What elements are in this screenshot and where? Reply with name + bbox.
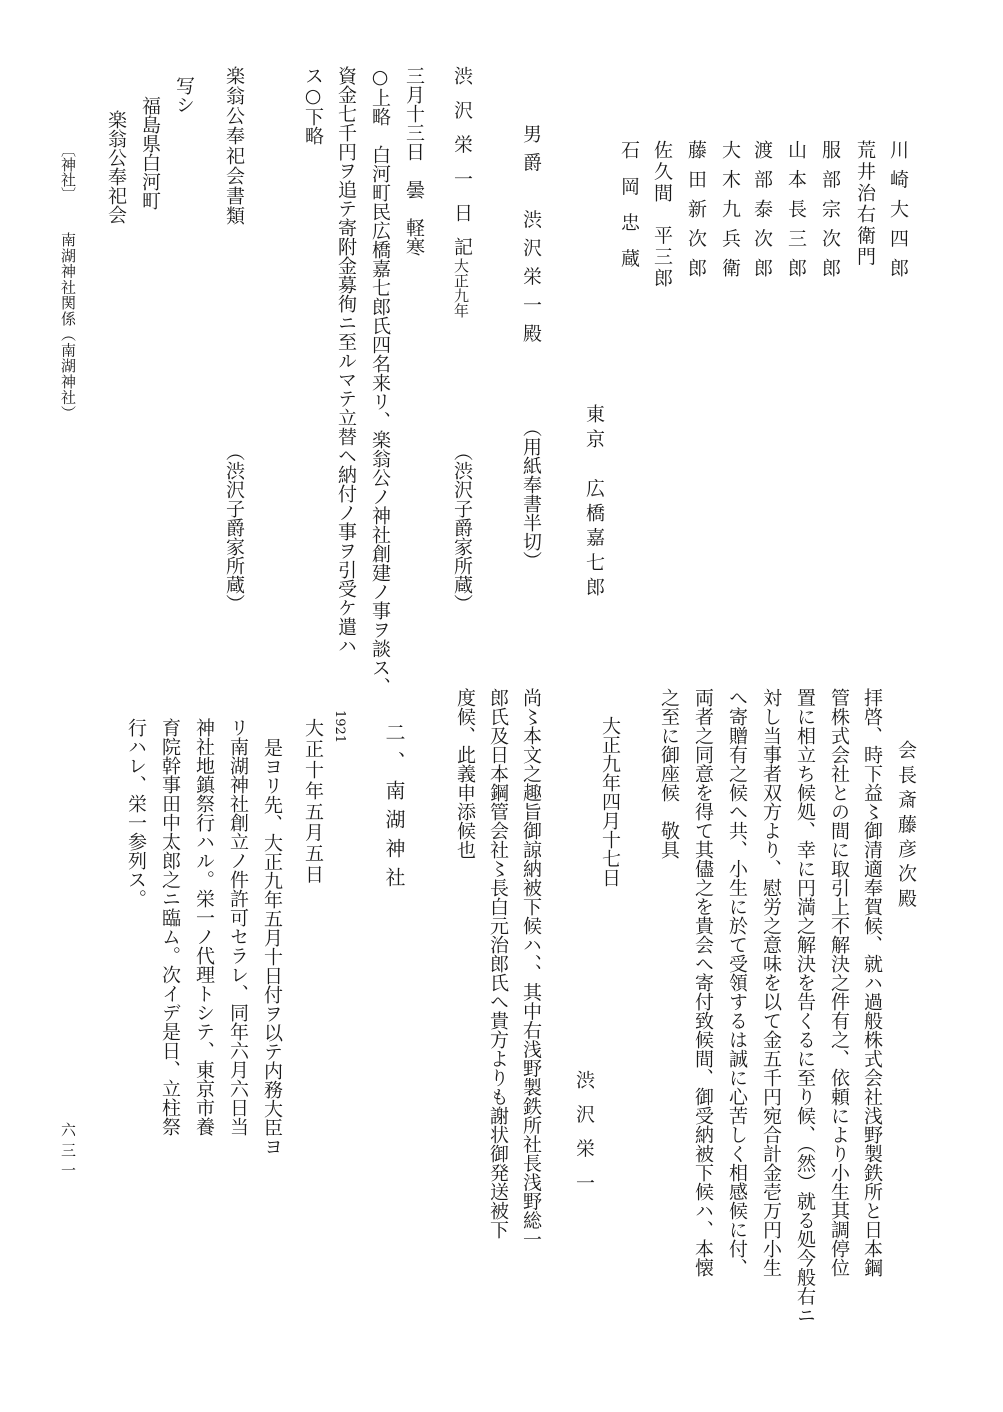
paper-note: （用紙奉書半切） [520,418,542,570]
footer-tag: 〔神社〕 [59,142,77,202]
year-note: 1921 [332,710,347,744]
signatory-8: 佐久間 平三郎 [651,140,673,289]
letter-line-4: 対し当事者双方より、慰労之意味を以て金五千円宛合計金壱万円小生 [760,688,782,1277]
addressee: 男爵 渋沢栄一殿 [520,124,542,352]
ps-line-1: 尚〻本文之趣旨御諒納被下候ハ、、其中右浅野製鉄所社長浅野総一 [520,688,542,1249]
body-line-4: 育院幹事田中太郎之ニ臨ム。次イデ是日、立柱祭 [159,718,181,1136]
copy-place: 福島県白河町 [139,96,161,210]
docs-title: 楽翁公奉祀会書類 [223,66,245,226]
signatory-3: 服部宗次郎 [819,140,841,288]
copy-org: 楽翁公奉祀会 [105,110,127,224]
diary-title: 渋沢栄一日記 [451,66,473,272]
body-line-5: 行ハレ、栄一参列ス。 [125,718,147,908]
letter-date: 大正九年四月十七日 [599,716,621,887]
body-line-1: 是ヨリ先、大正九年五月十日付ヲ以テ内務大臣ヨ [261,738,283,1156]
letter-line-3: 置に相立ち候処、幸に円満之解決を告くるに至り候、（然）就る処今般右ニ [794,688,816,1325]
diary-entry-date: 三月十三日 曇 軽寒 [403,66,425,256]
letter-line-5: へ寄贈有之候へ共、小生に於て受領するは誠に心苦しく相感候に付、 [726,688,748,1277]
diary-source: （渋沢子爵家所蔵） [451,442,473,613]
signatory-1: 川崎大四郎 [887,140,909,288]
signatory-2: 荒井治右衛門 [854,140,876,268]
entry-date: 大正十年五月五日 [302,718,324,886]
page-number: 六三一 [59,1122,77,1183]
signatory-9: 石岡忠蔵 [618,140,640,285]
signatory-7: 藤田新次郎 [685,140,707,288]
diary-year: 大正九年 [452,258,470,318]
copy-label: 写シ [173,76,195,114]
signatory-6: 大木九兵衛 [719,140,741,288]
letter-line-2: 管株式会社との間に取引上不解決之件有之、依頼により小生其調停位 [828,688,850,1277]
signatory-4: 山本長三郎 [785,140,807,288]
body-line-3: 神社地鎮祭行ハル。栄一ノ代理トシテ、東京市養 [193,718,215,1136]
letter-signer: 渋沢栄一 [573,1070,595,1207]
letter-line-7: 之至に御座候 敬具 [658,688,680,859]
letter-addressee: 会長斎藤彦次殿 [895,740,917,913]
diary-entry-line1: ○上略 白河町民広橋嘉七郎氏四名来リ、楽翁公ノ神社創建ノ事ヲ談ス、 [369,66,391,696]
letter-line-6: 両者之同意を得て其儘之を貴会へ寄付致候間、御受納被下候ハ、本懐 [692,688,714,1277]
letter-line-1: 拝啓、時下益〻御清適奉賀候、就ハ過般株式会社浅野製鉄所と日本鋼 [861,688,883,1277]
body-line-2: リ南湖神社創立ノ件許可セラレ、同年六月六日当 [227,718,249,1136]
diary-entry-line3: ス○下略 [302,66,324,145]
ps-line-3: 度候、此義申添候也 [454,688,476,859]
footer-text: 南湖神社関係（南湖神社） [59,232,77,421]
diary-entry-line2: 資金七千円ヲ追テ寄附金募徇ニ至ルマテ立替ヘ納付ノ事ヲ引受ケ遣ハ [335,66,357,655]
ps-line-2: 郎氏及日本鋼管会社〻長白元治郎氏へ貴方よりも謝状御発送被下 [487,688,509,1239]
signatory-10: 東京 広橋嘉七郎 [583,404,605,602]
signatory-5: 渡部泰次郎 [751,140,773,288]
section-title: 二、南湖神社 [382,722,406,896]
docs-source: （渋沢子爵家所蔵） [223,442,245,613]
